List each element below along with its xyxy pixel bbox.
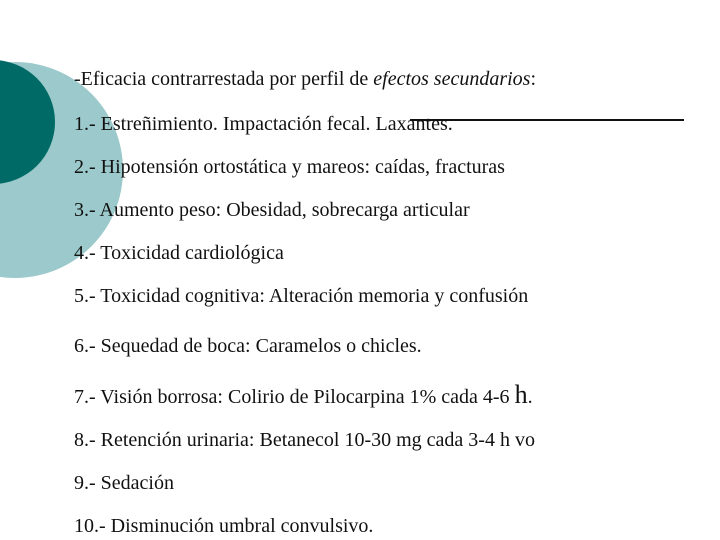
- list-item-2: 2.- Hipotensión ortostática y mareos: caídas, fracturas: [74, 156, 505, 178]
- list-item-5: 5.- Toxicidad cognitiva: Alteración memoria y confusión: [74, 285, 529, 307]
- strike-line: [410, 119, 684, 121]
- list-item-3: 3.- Aumento peso: Obesidad, sobrecarga articular: [74, 199, 470, 221]
- intro-suffix: :: [530, 68, 537, 90]
- list-item-7-main: 7.- Visión borrosa: Colirio de Pilocarpina 1% cada 4-6: [74, 386, 515, 408]
- list-item-7-large-h: h: [514, 380, 528, 409]
- list-item-6: 6.- Sequedad de boca: Caramelos o chicles.: [74, 335, 422, 357]
- list-item-10: 10.- Disminución umbral convulsivo.: [74, 515, 374, 537]
- intro-emphasis: efectos secundarios: [373, 68, 531, 90]
- intro-prefix: -Eficacia contrarrestada por perfil de: [74, 68, 374, 90]
- list-item-7: [74, 380, 533, 409]
- list-item-7-end: .: [527, 386, 533, 408]
- intro-line: [74, 67, 536, 91]
- list-item-1: 1.- Estreñimiento. Impactación fecal. Laxantes.: [74, 113, 453, 135]
- list-item-9: 9.- Sedación: [74, 472, 174, 494]
- list-item-4: 4.- Toxicidad cardiológica: [74, 242, 284, 264]
- list-item-8: 8.- Retención urinaria: Betanecol 10-30 mg cada 3-4 h vo: [74, 429, 535, 451]
